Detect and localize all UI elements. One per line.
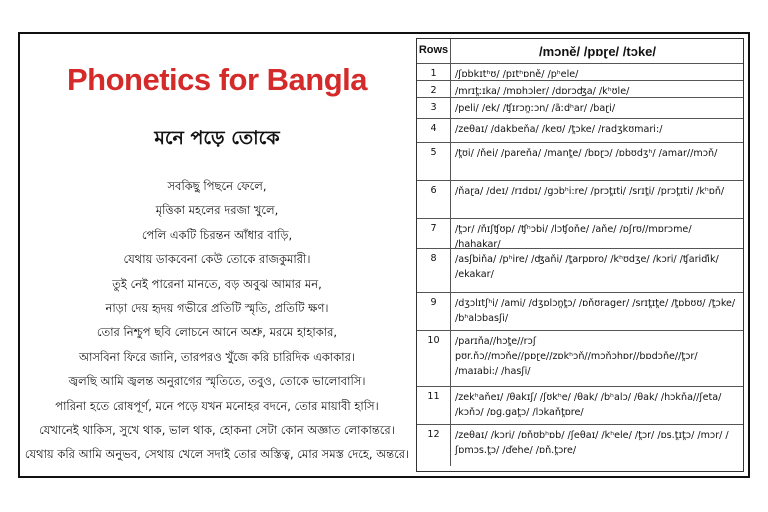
row-transcription: /mrɪt̪ːɪka/ /mɒhɔler/ /dɒrɔʤa/ /kʰʊle/	[455, 86, 630, 97]
row-transcription: /zeθaɪ/ /kɔri/ /ɒňʊbʰɒb/ /ʃeθaɪ/ /kʰele/ /t̪ɔr/ /ɒs.t̪ɪt̪ɔ/ /mɔr/ /ʃɒmɔs.t̪ɔ/ /ďehe/ /ɒň.t̪ɔre/	[455, 430, 729, 456]
poem-line: পারিনা হতে রোষপূর্ণ, মনে পড়ে যখন মনোহর বদনে, তোর মায়াবী হাসি।	[55, 398, 379, 413]
table-row	[417, 80, 743, 97]
row-number: 1	[417, 64, 451, 80]
table-row	[417, 386, 743, 424]
poem-panel	[20, 34, 414, 476]
poem-line: জ্বলছি আমি জ্বলন্ত অনুরাগের স্মৃতিতে, তবুও, তোকে ভালোবাসি।	[68, 374, 366, 389]
poem-line: যেথায় করি আমি অনুভব, সেথায় খেলে সদাই তোর অস্তিত্ব, মোর সমস্ত দেহে, অন্তরে।	[24, 447, 410, 462]
poem-line: যেথায় ডাকবেনা কেউ তোকে রাজকুমারী।	[123, 252, 311, 267]
row-transcription: /zeθaɪ/ /dakbeňa/ /keʊ/ /t̪ɔke/ /radʒkʊmari:/	[455, 124, 663, 135]
poem-line: যেখানেই থাকিস, সুখে থাক, ভাল থাক, হোকনা সেটা কোন অজ্ঞাত লোকান্তরে।	[39, 422, 395, 437]
table-row	[417, 218, 743, 248]
table-row	[417, 63, 743, 80]
row-transcription: /ʃɒbkɪtʰʊ/ /pɪtʰɒně/ /pʰele/	[455, 69, 579, 80]
row-transcription: /peli/ /ek/ /ʧɪrɔn̪ːɔn/ /ãːdʰar/ /baɽi/	[455, 103, 616, 114]
row-number: 6	[417, 181, 451, 218]
poem-line: নাড়া দেয় হৃদয় গভীরে প্রতিটি স্মৃতি, প্রতিটি ক্ষণ।	[105, 300, 329, 315]
table-row	[417, 180, 743, 218]
row-number: 11	[417, 387, 451, 424]
row-transcription: /ňaɽa/ /deɪ/ /rɪdɒɪ/ /gɔbʰi:re/ /prɔt̪ɪti/ /srɪt̪i/ /prɔt̪ɪti/ /kʰɒň/	[455, 186, 725, 197]
table-row	[417, 330, 743, 386]
transcription-column-header: /mɔně/ /pɒɽe/ /tɔke/	[538, 44, 657, 59]
poem-line: তোর নিশ্চুপ ছবি লোচনে আনে অশ্রু, মরমে হাহাকার,	[96, 325, 338, 340]
poem-title: মনে পড়ে তোকে	[154, 127, 280, 149]
row-transcription: /dʒɔlɪtʃʰi/ /ami/ /dʒɒlɔn̪t̪ɔ/ /ɒňʊrager/ /srɪt̪ɪt̪e/ /t̪ɒbʊʊ/ /t̪ɔke/ /bʰalɔbasʃi/	[455, 298, 736, 324]
phonetics-table	[416, 38, 744, 472]
rows-column-header: Rows	[417, 39, 451, 63]
table-row	[417, 97, 743, 118]
row-number: 3	[417, 98, 451, 118]
poem-body	[20, 174, 414, 467]
row-number: 7	[417, 219, 451, 248]
page-title: Phonetics for Bangla	[66, 62, 368, 97]
row-number: 2	[417, 81, 451, 97]
row-transcription: /zekʰaňeɪ/ /θakɪʃ/ /ʃʊkʰe/ /θak/ /bʰalɔ/ /θak/ /hɔkňa//ʃeta/ /kɔňɔ/ /ɒɡ.gat̪ɔ/ /lɔkaňt̪ɒre/	[455, 392, 722, 418]
poem-line: আসবিনা ফিরে জানি, তারপরও খুঁজে করি চারিদিক একাকার।	[78, 349, 356, 364]
row-number: 8	[417, 249, 451, 292]
table-row	[417, 142, 743, 180]
row-transcription: /parɪňa//hɔt̪e//rɔʃ pʊr.ňɔ//mɔňe//pɒɽe//zɒkʰɔň//mɔňɔhɒr//bɒdɔňe//t̪ɔr/ /maɪabi:/ /hasʃi/	[455, 336, 698, 377]
row-transcription: /asʃbiňa/ /pʰire/ /ʤaňi/ /t̪arpɒro/ /kʰʊdʒe/ /kɔri/ /ʧariďik/ /ekakar/	[455, 254, 719, 280]
row-number: 9	[417, 293, 451, 330]
table-header-row	[417, 39, 743, 63]
row-number: 10	[417, 331, 451, 386]
content-card	[18, 32, 750, 478]
row-number: 4	[417, 119, 451, 142]
row-transcription: /t̪ʊi/ /ňei/ /pareňa/ /mant̪e/ /bɒɽɔ/ /ɒbʊdʒʰ/ /amar//mɔň/	[455, 148, 718, 159]
poem-line: মৃত্তিকা মহলের দরজা খুলে,	[155, 203, 279, 218]
table-row	[417, 424, 743, 466]
poem-line: তুই নেই পারেনা মানতে, বড় অবুঝ আমার মন,	[112, 276, 322, 291]
row-transcription: /t̪ɔr/ /ňɪʃʧʊp/ /ʧʰɔbi/ /lɔʧoňe/ /aňe/ /ɒʃrʊ//mɒrɔme/ /hahakar/	[455, 224, 692, 250]
row-number: 5	[417, 143, 451, 180]
poem-line: পেলি একটি চিরন্তন আঁধার বাড়ি,	[141, 227, 293, 242]
table-row	[417, 248, 743, 292]
table-row	[417, 118, 743, 142]
table-row	[417, 292, 743, 330]
row-number: 12	[417, 425, 451, 466]
poem-line: সবকিছু পিছনে ফেলে,	[167, 179, 267, 193]
